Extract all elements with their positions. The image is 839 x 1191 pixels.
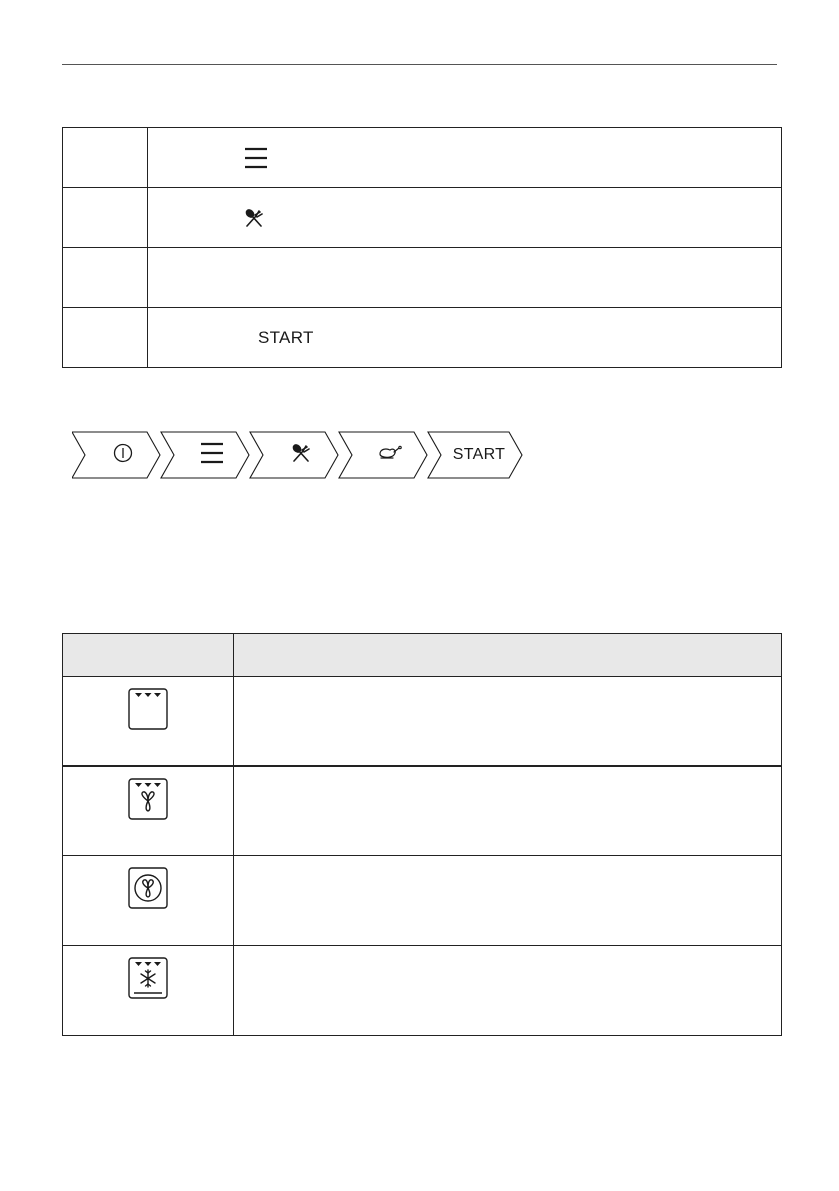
header-cell-symbol	[63, 634, 234, 677]
step-number-cell	[63, 248, 148, 308]
step-number-cell	[63, 188, 148, 248]
fan-oven-icon	[128, 867, 168, 914]
info-icon	[113, 443, 133, 468]
cutlery-icon	[291, 443, 311, 468]
function-description-cell	[234, 766, 782, 856]
function-description-cell	[234, 946, 782, 1036]
step-text-cell	[148, 128, 782, 188]
step-number-cell	[63, 128, 148, 188]
menu-icon	[244, 147, 268, 169]
menu-icon	[200, 442, 224, 469]
flow-step-cutlery	[264, 431, 338, 479]
header-rule	[62, 64, 777, 65]
defrost-oven-icon	[128, 957, 168, 1004]
flow-step-menu	[175, 431, 249, 479]
fan-top-heat-oven-icon	[128, 778, 168, 825]
step-number-cell	[63, 308, 148, 368]
operation-flow	[72, 431, 532, 480]
start-text: START	[258, 327, 314, 347]
functions-header-row	[63, 634, 782, 677]
flow-step-info	[86, 431, 160, 479]
function-description-cell	[234, 677, 782, 767]
top-heat-oven-icon	[128, 688, 168, 735]
function-row	[63, 856, 782, 946]
function-icon-cell	[63, 856, 234, 946]
step-row-4	[63, 308, 782, 368]
flow-start-label: START	[452, 446, 506, 463]
function-icon-cell	[63, 946, 234, 1036]
step-row-1	[63, 128, 782, 188]
flow-step-start	[442, 431, 516, 479]
step-row-3	[63, 248, 782, 308]
function-row	[63, 677, 782, 767]
function-description-cell	[234, 856, 782, 946]
start-label	[258, 328, 314, 348]
function-row	[63, 766, 782, 856]
function-icon-cell	[63, 677, 234, 767]
header-cell-description	[234, 634, 782, 677]
steps-table	[62, 127, 782, 368]
step-text-cell	[148, 188, 782, 248]
step-text-cell	[148, 248, 782, 308]
roast-chicken-icon	[378, 445, 402, 466]
step-row-2	[63, 188, 782, 248]
flow-step-roast	[353, 431, 427, 479]
oven-functions-table	[62, 633, 782, 1036]
cutlery-icon	[244, 208, 264, 228]
step-text-cell	[148, 308, 782, 368]
function-row	[63, 946, 782, 1036]
function-icon-cell	[63, 766, 234, 856]
